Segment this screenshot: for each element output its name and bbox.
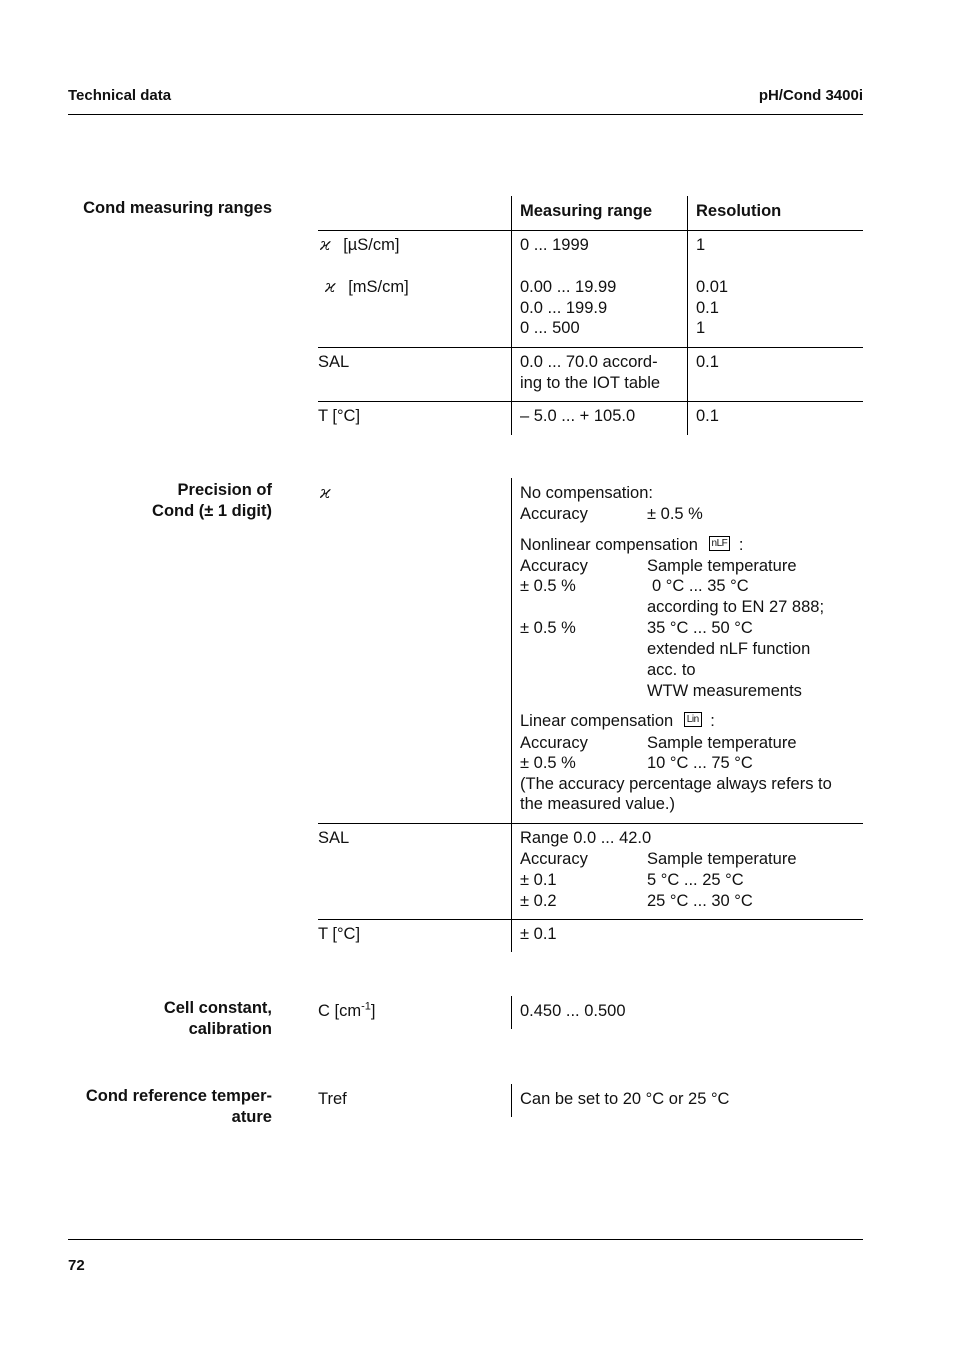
no-comp-value: ± 0.5 %	[647, 505, 703, 523]
nl-accuracy: Accuracy	[520, 557, 588, 575]
precision-kappa	[320, 483, 331, 504]
range-ms-3: 0 ... 500	[520, 319, 580, 337]
header-right: pH/Cond 3400i	[758, 87, 863, 104]
prec-sal-acc-1: ± 0.1	[520, 871, 557, 889]
kappa-symbol: ϰ	[325, 277, 336, 297]
page-number: 72	[68, 1257, 85, 1274]
nonlinear-label: Nonlinear compensation	[520, 536, 698, 554]
ranges-rule-3	[318, 401, 863, 402]
nl-temp-2: 35 °C ... 50 °C	[647, 619, 753, 637]
nl-sample-temp: Sample temperature	[647, 557, 797, 575]
lin-temp: 10 °C ... 75 °C	[647, 754, 753, 772]
range-ms-1: 0.00 ... 19.99	[520, 278, 617, 296]
lin-note-1: (The accuracy percentage always refers to	[520, 775, 832, 793]
lin-acc: ± 0.5 %	[520, 754, 576, 772]
prec-sal-acc-2: ± 0.2	[520, 892, 557, 910]
nlf-key-icon: nLF	[709, 536, 731, 551]
ranges-vline-2	[687, 196, 688, 435]
colon: :	[710, 712, 715, 730]
nonlinear-row	[520, 535, 743, 556]
sal-label: SAL	[318, 353, 350, 371]
lin-sample-temp: Sample temperature	[647, 734, 797, 752]
cell-exp: -1	[361, 1000, 371, 1013]
kappa-symbol: ϰ	[320, 235, 331, 255]
range-us: 0 ... 1999	[520, 236, 589, 254]
kappa-symbol: ϰ	[320, 483, 331, 503]
precision-label-2: Cond (± 1 digit)	[152, 502, 272, 520]
prec-t-value: ± 0.1	[520, 925, 557, 943]
nl-acc-2: ± 0.5 %	[520, 619, 576, 637]
t-range: – 5.0 ... + 105.0	[520, 407, 636, 425]
prec-sal-sample-temp: Sample temperature	[647, 850, 797, 868]
prec-t-label: T [°C]	[318, 925, 361, 943]
linear-label: Linear compensation	[520, 712, 674, 730]
nl-note-2: acc. to	[647, 661, 696, 679]
nl-note-3: WTW measurements	[647, 682, 802, 700]
cell-label-2: calibration	[188, 1020, 272, 1038]
col-measuring-range: Measuring range	[520, 202, 653, 220]
cell-symbol-row	[318, 1001, 375, 1022]
ranges-label: Cond measuring ranges	[83, 199, 272, 217]
sal-range-1: 0.0 ... 70.0 accord-	[520, 353, 658, 371]
prec-sal-label: SAL	[318, 829, 350, 847]
t-label: T [°C]	[318, 407, 361, 425]
unit-us: [µS/cm]	[343, 236, 400, 254]
prec-sal-accuracy: Accuracy	[520, 850, 588, 868]
linear-row	[520, 711, 715, 732]
sal-range-2: ing to the IOT table	[520, 374, 661, 392]
lin-key-icon: Lin	[684, 712, 702, 727]
cell-vline	[511, 996, 512, 1029]
precision-vline	[511, 478, 512, 952]
t-res: 0.1	[696, 407, 719, 425]
prec-sal-temp-1: 5 °C ... 25 °C	[647, 871, 744, 889]
no-comp-accuracy: Accuracy	[520, 505, 588, 523]
res-ms-2: 0.1	[696, 299, 719, 317]
lin-note-2: the measured value.)	[520, 795, 676, 813]
lin-accuracy: Accuracy	[520, 734, 588, 752]
reftemp-label-1: Cond reference temper-	[85, 1087, 272, 1105]
ranges-rule-header	[318, 230, 863, 231]
reftemp-symbol: Tref	[318, 1090, 347, 1108]
col-resolution: Resolution	[696, 202, 782, 220]
res-ms-3: 1	[696, 319, 706, 337]
reftemp-value: Can be set to 20 °C or 25 °C	[520, 1090, 730, 1108]
kappa-us-row	[320, 235, 399, 256]
reftemp-vline	[511, 1084, 512, 1117]
header-rule	[68, 114, 863, 115]
reftemp-label-2: ature	[231, 1108, 272, 1126]
res-ms-1: 0.01	[696, 278, 729, 296]
sal-res: 0.1	[696, 353, 719, 371]
footer-rule	[68, 1239, 863, 1240]
cell-symbol: C [cm	[318, 1002, 362, 1020]
prec-sal-range: Range 0.0 ... 42.0	[520, 829, 652, 847]
precision-rule-1	[318, 823, 863, 824]
unit-ms: [mS/cm]	[348, 278, 409, 296]
nl-temp-1: 0 °C ... 35 °C	[652, 577, 749, 595]
cell-label-1: Cell constant,	[163, 999, 272, 1017]
nl-acc-1: ± 0.5 %	[520, 577, 576, 595]
prec-sal-temp-2: 25 °C ... 30 °C	[647, 892, 753, 910]
ranges-rule-2	[318, 347, 863, 348]
kappa-ms-row	[325, 277, 409, 298]
nl-note-1: extended nLF function	[647, 640, 811, 658]
header-left: Technical data	[68, 87, 172, 104]
ranges-vline-1	[511, 196, 512, 435]
res-us: 1	[696, 236, 706, 254]
cell-value: 0.450 ... 0.500	[520, 1002, 626, 1020]
precision-rule-2	[318, 919, 863, 920]
no-comp: No compensation:	[520, 484, 653, 502]
colon: :	[738, 536, 744, 554]
range-ms-2: 0.0 ... 199.9	[520, 299, 608, 317]
precision-label-1: Precision of	[177, 481, 272, 499]
nl-temp-1-note: according to EN 27 888;	[647, 598, 825, 616]
cell-close: ]	[370, 1002, 376, 1020]
